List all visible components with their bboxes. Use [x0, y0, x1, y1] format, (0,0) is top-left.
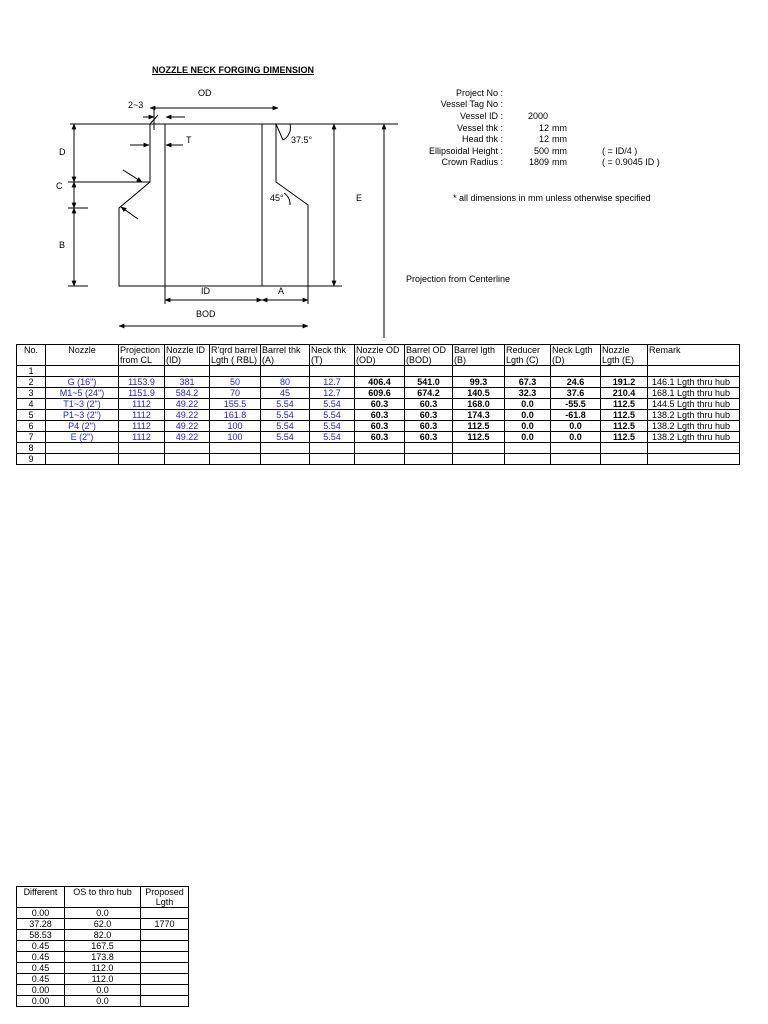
table-cell — [165, 366, 210, 377]
table-row — [17, 421, 740, 432]
vessel-thk-label: Vessel thk : — [456, 123, 503, 133]
table-row — [17, 996, 189, 1007]
table-cell: 82.0 — [65, 930, 141, 941]
t-label: T — [186, 135, 192, 145]
col-header: R'qrd barrel Lgth ( RBL) — [210, 345, 261, 366]
id-label: ID — [201, 286, 210, 296]
table-row — [17, 985, 189, 996]
projection-label: Projection from Centerline — [406, 274, 511, 284]
table-row — [17, 366, 740, 377]
table-cell — [141, 941, 189, 952]
table-cell — [505, 454, 551, 465]
head-thk-value: 12 — [538, 134, 549, 144]
table-cell — [405, 454, 453, 465]
head-thk-unit: mm — [552, 134, 567, 144]
table-cell — [453, 443, 505, 454]
col-header: Nozzle OD (OD) — [355, 345, 405, 366]
table-cell — [261, 454, 310, 465]
table-cell: 24.6 — [551, 377, 601, 388]
nozzle-table — [16, 344, 740, 465]
table-cell — [405, 443, 453, 454]
table-cell: 60.3 — [405, 432, 453, 443]
table-cell: 2 — [17, 377, 46, 388]
table-cell — [648, 454, 740, 465]
a-label: A — [278, 286, 285, 296]
table-cell: 1 — [17, 366, 46, 377]
table-cell: 1112 — [119, 432, 165, 443]
table-cell: 0.0 — [65, 996, 141, 1007]
table-cell — [141, 952, 189, 963]
table-cell: 146.1 Lgth thru hub — [648, 377, 740, 388]
table-cell: 0.45 — [17, 941, 65, 952]
nozzle-profile — [119, 124, 308, 286]
table-cell: 5.54 — [310, 410, 355, 421]
table-cell: 112.5 — [453, 421, 505, 432]
table-cell: 0.0 — [65, 985, 141, 996]
angle-arc-1 — [283, 124, 290, 140]
table-cell: 49.22 — [165, 410, 210, 421]
table-cell — [505, 443, 551, 454]
table-cell — [551, 366, 601, 377]
table-cell: 161.8 — [210, 410, 261, 421]
table-cell: E (2") — [46, 432, 119, 443]
table-cell: 1151.9 — [119, 388, 165, 399]
table-cell: 49.22 — [165, 399, 210, 410]
table-cell: 5.54 — [261, 421, 310, 432]
table-cell: 7 — [17, 432, 46, 443]
table-cell: 168.1 Lgth thru hub — [648, 388, 740, 399]
table-cell: 5.54 — [310, 421, 355, 432]
table-cell — [261, 443, 310, 454]
table-cell: 406.4 — [355, 377, 405, 388]
table-cell: 5.54 — [261, 432, 310, 443]
col-header: Neck thk (T) — [310, 345, 355, 366]
table-cell — [119, 454, 165, 465]
gap-label: 2~3 — [128, 100, 144, 110]
table-cell: 1770 — [141, 919, 189, 930]
table-cell: 99.3 — [453, 377, 505, 388]
table-row — [17, 919, 189, 930]
table-cell: 50 — [210, 377, 261, 388]
table-cell: G (16") — [46, 377, 119, 388]
table-cell: 541.0 — [405, 377, 453, 388]
table-cell — [551, 443, 601, 454]
table-row — [17, 930, 189, 941]
table-cell: P1~3 (2") — [46, 410, 119, 421]
table-cell: 112.5 — [453, 432, 505, 443]
col-header: Barrel thk (A) — [261, 345, 310, 366]
table-cell: 49.22 — [165, 432, 210, 443]
table-cell — [141, 974, 189, 985]
table-cell: 1112 — [119, 399, 165, 410]
table-cell — [355, 454, 405, 465]
table-cell: P4 (2") — [46, 421, 119, 432]
table-cell: 5.54 — [261, 399, 310, 410]
table-cell: 0.0 — [505, 399, 551, 410]
table-row — [17, 952, 189, 963]
vessel-id-label: Vessel ID : — [459, 111, 503, 121]
table-cell: 167.5 — [65, 941, 141, 952]
table-row — [17, 388, 740, 399]
table-cell: 60.3 — [355, 410, 405, 421]
table-cell: T1~3 (2") — [46, 399, 119, 410]
table-cell: 80 — [261, 377, 310, 388]
table-cell — [453, 366, 505, 377]
col-header: Different — [17, 887, 65, 908]
table-row — [17, 410, 740, 421]
angle-label-1: 37.5° — [291, 135, 313, 145]
table-cell: 191.2 — [601, 377, 648, 388]
table-cell — [261, 366, 310, 377]
table-cell — [46, 443, 119, 454]
col-header: Neck Lgth (D) — [551, 345, 601, 366]
table-cell — [355, 366, 405, 377]
table-row — [17, 908, 189, 919]
crown-radius-note: ( = 0.9045 ID ) — [602, 157, 660, 167]
table-header-row — [17, 345, 740, 366]
table-cell — [141, 930, 189, 941]
table-cell: 62.0 — [65, 919, 141, 930]
crown-radius-label: Crown Radius : — [441, 157, 503, 167]
ellipsoidal-height-label: Ellipsoidal Height : — [428, 146, 503, 156]
table-cell — [355, 443, 405, 454]
table-cell: 0.45 — [17, 963, 65, 974]
table-cell: 100 — [210, 421, 261, 432]
ellipsoidal-height-value: 500 — [533, 146, 549, 156]
table-cell — [141, 996, 189, 1007]
table-cell: 0.45 — [17, 974, 65, 985]
table-cell: 173.8 — [65, 952, 141, 963]
table-cell: 4 — [17, 399, 46, 410]
table-cell: 112.0 — [65, 974, 141, 985]
table-cell: 60.3 — [405, 399, 453, 410]
table-cell: 0.0 — [505, 410, 551, 421]
table-cell — [551, 454, 601, 465]
table-cell: 0.00 — [17, 985, 65, 996]
e-label: E — [356, 193, 363, 203]
col-header: Nozzle Lgth (E) — [601, 345, 648, 366]
col-header: Remark — [648, 345, 740, 366]
table-cell: 70 — [210, 388, 261, 399]
table-cell: 1153.9 — [119, 377, 165, 388]
table-cell — [453, 454, 505, 465]
table-cell: 100 — [210, 432, 261, 443]
d-label: D — [59, 147, 66, 157]
table-row — [17, 963, 189, 974]
table-cell — [601, 366, 648, 377]
table-cell: 138.2 Lgth thru hub — [648, 410, 740, 421]
table-cell — [165, 454, 210, 465]
table-cell: 37.28 — [17, 919, 65, 930]
c-label: C — [56, 181, 63, 191]
table-cell: 12.7 — [310, 388, 355, 399]
table-cell: 9 — [17, 454, 46, 465]
crown-radius-unit: mm — [552, 157, 567, 167]
table-cell: 1112 — [119, 410, 165, 421]
table-cell: 67.3 — [505, 377, 551, 388]
table-cell: 45 — [261, 388, 310, 399]
table-cell: 0.0 — [551, 421, 601, 432]
table-cell — [210, 366, 261, 377]
table-cell: -61.8 — [551, 410, 601, 421]
table-row — [17, 454, 740, 465]
table-cell: 3 — [17, 388, 46, 399]
vessel-tag-label: Vessel Tag No : — [440, 99, 503, 109]
project-no-label: Project No : — [455, 88, 503, 98]
crown-radius-value: 1809 — [528, 157, 549, 167]
table-cell: 5.54 — [310, 399, 355, 410]
angle-arc-2 — [284, 193, 290, 205]
col-header: Barrel lgth (B) — [453, 345, 505, 366]
table-row — [17, 443, 740, 454]
table-cell: 609.6 — [355, 388, 405, 399]
vessel-thk-unit: mm — [552, 123, 567, 133]
table-cell — [210, 443, 261, 454]
table-row — [17, 377, 740, 388]
nozzle-drawing — [0, 0, 768, 340]
table-cell: 155.5 — [210, 399, 261, 410]
table-cell — [119, 443, 165, 454]
table-cell: 138.2 Lgth thru hub — [648, 421, 740, 432]
table-cell: 0.0 — [65, 908, 141, 919]
table-cell — [165, 443, 210, 454]
col-header: No. — [17, 345, 46, 366]
table-cell — [505, 366, 551, 377]
table-row — [17, 399, 740, 410]
bevel-line — [276, 124, 283, 140]
table-cell: 112.5 — [601, 399, 648, 410]
table-cell: 112.5 — [601, 410, 648, 421]
table-cell: 168.0 — [453, 399, 505, 410]
table-cell: 210.4 — [601, 388, 648, 399]
ellipsoidal-height-unit: mm — [552, 146, 567, 156]
table-header-row — [17, 887, 189, 908]
table-cell — [46, 454, 119, 465]
col-header: Projection from CL — [119, 345, 165, 366]
table-cell: 5.54 — [310, 432, 355, 443]
col-header: OS to thro hub — [65, 887, 141, 908]
page-title: NOZZLE NECK FORGING DIMENSION — [152, 65, 314, 75]
table-cell: 0.0 — [505, 421, 551, 432]
od-label: OD — [198, 88, 212, 98]
table-cell: 32.3 — [505, 388, 551, 399]
table-cell: 6 — [17, 421, 46, 432]
table-cell: 60.3 — [355, 421, 405, 432]
table-cell — [210, 454, 261, 465]
table-cell: 60.3 — [355, 399, 405, 410]
table-cell: 60.3 — [405, 421, 453, 432]
table-cell: 5.54 — [261, 410, 310, 421]
table-cell — [405, 366, 453, 377]
vessel-thk-value: 12 — [538, 123, 549, 133]
table-cell: 674.2 — [405, 388, 453, 399]
head-thk-label: Head thk : — [461, 134, 503, 144]
table-cell: 0.00 — [17, 996, 65, 1007]
table-cell: 60.3 — [405, 410, 453, 421]
table-cell — [310, 366, 355, 377]
table-cell — [601, 443, 648, 454]
table-cell: 140.5 — [453, 388, 505, 399]
table-cell: -55.5 — [551, 399, 601, 410]
table-cell: 381 — [165, 377, 210, 388]
table-row — [17, 974, 189, 985]
table-cell: 37.6 — [551, 388, 601, 399]
col-header: Nozzle ID (ID) — [165, 345, 210, 366]
table-cell: 60.3 — [355, 432, 405, 443]
table-cell: 144.5 Lgth thru hub — [648, 399, 740, 410]
vessel-id-value: 2000 — [528, 111, 549, 121]
table-cell — [141, 908, 189, 919]
b-label: B — [59, 240, 66, 250]
table-cell: 8 — [17, 443, 46, 454]
table-cell — [310, 443, 355, 454]
table-cell — [141, 963, 189, 974]
table-cell — [46, 366, 119, 377]
bod-label: BOD — [196, 309, 216, 319]
table-cell: 0.45 — [17, 952, 65, 963]
col-header: Reducer Lgth (C) — [505, 345, 551, 366]
table-cell: 584.2 — [165, 388, 210, 399]
ellipsoidal-height-note: ( = ID/4 ) — [602, 146, 638, 156]
table-cell — [119, 366, 165, 377]
table-cell: M1~5 (24") — [46, 388, 119, 399]
table-cell: 58.53 — [17, 930, 65, 941]
table-cell: 112.5 — [601, 432, 648, 443]
col-header: Proposed Lgth — [141, 887, 189, 908]
table-cell: 0.0 — [505, 432, 551, 443]
table-row — [17, 941, 189, 952]
table-cell — [648, 366, 740, 377]
table-row — [17, 432, 740, 443]
table-cell: 1112 — [119, 421, 165, 432]
table-cell: 174.3 — [453, 410, 505, 421]
table-cell: 138.2 Lgth thru hub — [648, 432, 740, 443]
col-header: Barrel OD (BOD) — [405, 345, 453, 366]
table-cell: 12.7 — [310, 377, 355, 388]
table-cell: 112.0 — [65, 963, 141, 974]
col-header: Nozzle — [46, 345, 119, 366]
table-cell: 0.00 — [17, 908, 65, 919]
table-cell: 49.22 — [165, 421, 210, 432]
table-cell — [601, 454, 648, 465]
table-cell — [310, 454, 355, 465]
table-cell: 112.5 — [601, 421, 648, 432]
table-cell: 5 — [17, 410, 46, 421]
table-cell: 0.0 — [551, 432, 601, 443]
table-cell — [648, 443, 740, 454]
dimension-note: * all dimensions in mm unless otherwise specified — [453, 193, 651, 203]
angle-label-2: 45° — [270, 193, 284, 203]
length-table — [16, 886, 189, 1007]
table-cell — [141, 985, 189, 996]
